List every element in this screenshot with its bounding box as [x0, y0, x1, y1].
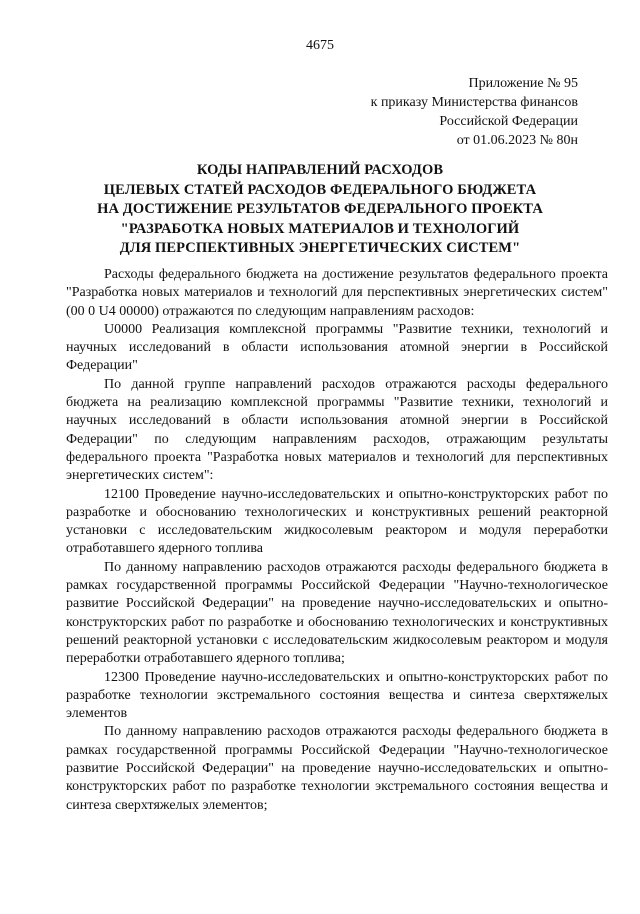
body-paragraph: Расходы федерального бюджета на достижение результатов федерального проекта "Разработка новых материалов и технологий для перспективных энергетических систем" (00 0 U4 00000) отражаются по следующим направлениям расходов: — [66, 267, 608, 319]
expense-code-paragraph: 12300 Проведение научно-исследовательских и опытно-конструкторских работ по разработке технологии экстремального состояния вещества и синтеза сверхтяжелых элементов — [66, 669, 608, 722]
title-line: НА ДОСТИЖЕНИЕ РЕЗУЛЬТАТОВ ФЕДЕРАЛЬНОГО ПРОЕКТА — [97, 201, 543, 217]
title-line: КОДЫ НАПРАВЛЕНИЙ РАСХОДОВ — [196, 162, 444, 178]
document-body — [66, 266, 608, 815]
appendix-line: Российской Федерации — [439, 114, 578, 129]
title-line: "РАЗРАБОТКА НОВЫХ МАТЕРИАЛОВ И ТЕХНОЛОГИЙ — [120, 220, 520, 237]
body-paragraph: По данной группе направлений расходов отражаются расходы федерального бюджета на реализацию комплексной программы "Развитие техники, технологий и научных исследований в области использования атомной энергии в Российской Федерации" по следующим направлениям расходов, отражающим результаты федерального проекта "Разработка новых материалов и технологий для перспективных энергетических систем": — [66, 376, 608, 484]
title-line: ДЛЯ ПЕРСПЕКТИВНЫХ ЭНЕРГЕТИЧЕСКИХ СИСТЕМ" — [119, 240, 521, 256]
expense-code-paragraph: 12100 Проведение научно-исследовательских и опытно-конструкторских работ по разработке и обоснованию технологических и конструктивных решений реакторной установки с исследовательским жидкосолевым реактором и модуля переработки отработавшего ядерного топлива — [66, 486, 608, 557]
appendix-line: от 01.06.2023 № 80н — [456, 133, 578, 148]
expense-code-paragraph: U0000 Реализация комплексной программы "Развитие техники, технологий и научных исследований в области использования атомной энергии в Российской Федерации" — [66, 321, 608, 374]
body-paragraph: По данному направлению расходов отражаются расходы федерального бюджета в рамках государственной программы Российской Федерации "Научно-технологическое развитие Российской Федерации" на проведение научно-исследовательских и опытно-конструкторских работ по разработке и обоснованию технологических и конструктивных решений реакторной установки с исследовательским жидкосолевым реактором и модуля переработки отработавшего ядерного топлива; — [66, 559, 608, 667]
document-title — [40, 161, 600, 259]
title-line: ЦЕЛЕВЫХ СТАТЕЙ РАСХОДОВ ФЕДЕРАЛЬНОГО БЮДЖЕТА — [103, 181, 537, 198]
appendix-line: Приложение № 95 — [468, 76, 578, 91]
page-number: 4675 — [306, 38, 334, 53]
appendix-line: к приказу Министерства финансов — [370, 95, 578, 110]
appendix-header — [318, 74, 578, 150]
body-paragraph: По данному направлению расходов отражаются расходы федерального бюджета в рамках государственной программы Российской Федерации "Научно-технологическое развитие Российской Федерации" на проведение научно-исследовательских и опытно-конструкторских работ по разработке технологии экстремального состояния вещества и синтеза сверхтяжелых элементов; — [66, 724, 608, 813]
